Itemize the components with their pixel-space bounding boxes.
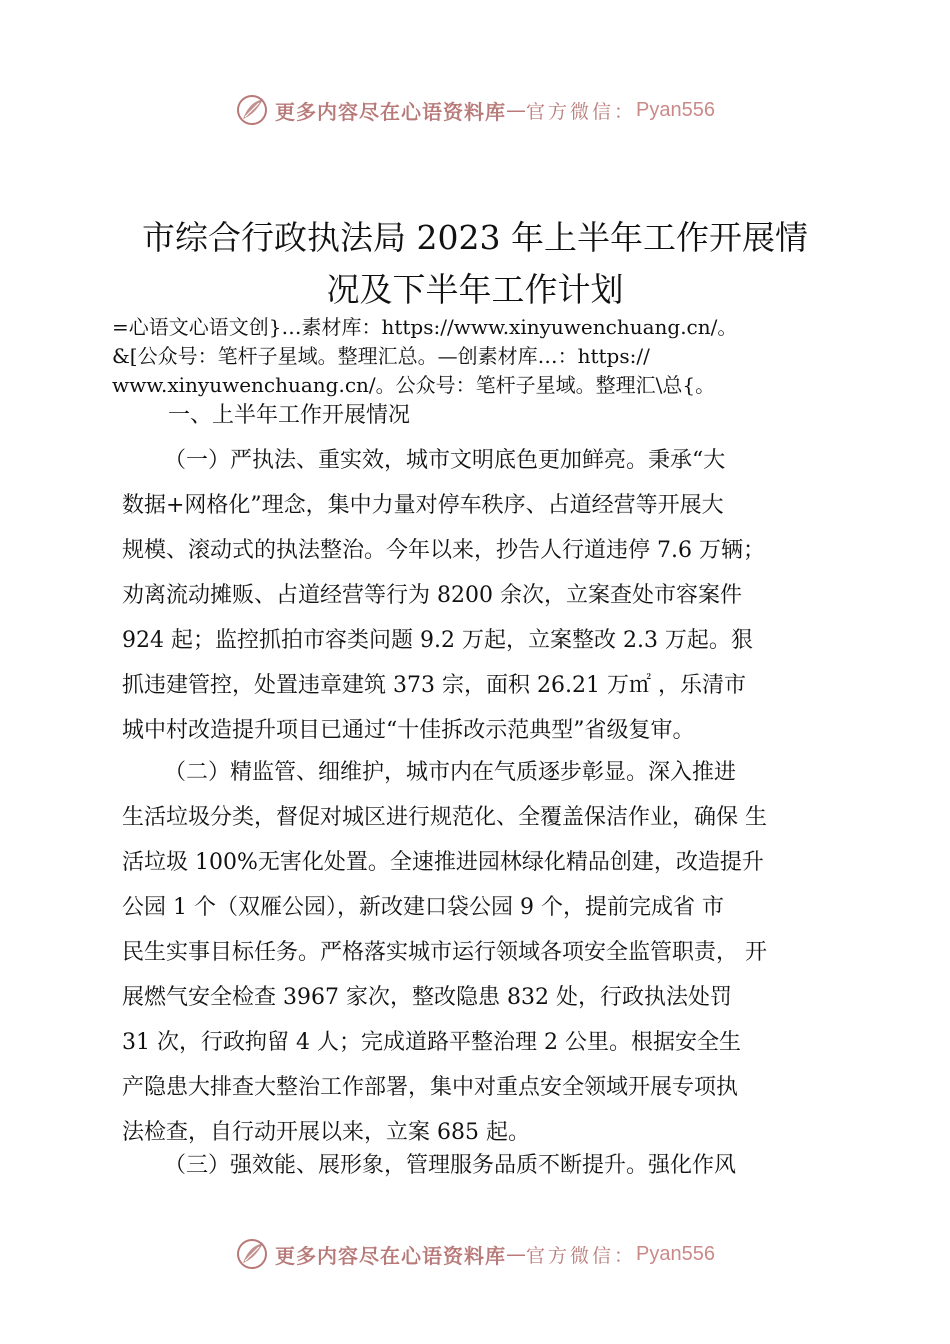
paragraph-line: 924 起；监控抓拍市容类问题 9.2 万起，立案整改 2.3 万起。狠 [122, 628, 753, 653]
header-banner [0, 88, 950, 132]
paragraph-line: 公园 1 个（双雁公园），新改建口袋公园 9 个，提前完成省 市 [122, 895, 724, 920]
paragraph-line: （一）严执法、重实效，城市文明底色更加鲜亮。秉承“大 [164, 448, 726, 473]
banner-separator: — [506, 98, 526, 122]
paragraph-line: 产隐患大排查大整治工作部署，集中对重点安全领域开展专项执 [122, 1075, 739, 1100]
footer-banner [0, 1232, 950, 1276]
paragraph-line: 展燃气安全检查 3967 家次，整改隐患 832 处，行政执法处罚 [122, 985, 732, 1010]
banner-separator: — [506, 1242, 526, 1266]
paragraph-line: 31 次，行政拘留 4 人；完成道路平整治理 2 公里。根据安全生 [122, 1030, 741, 1055]
paragraph-line: （三）强效能、展形象，管理服务品质不断提升。强化作风 [164, 1153, 737, 1178]
watermark-line-1: =心语文心语文创}…素材库：https://www.xinyuwenchuang.cn/。 [112, 315, 738, 339]
banner-wechat-label: 官方微信： [526, 1244, 637, 1267]
section-heading: 一、上半年工作开展情况 [168, 403, 411, 428]
banner-wechat-id: Pyan556 [636, 98, 715, 121]
paragraph-line: （二）精监管、细维护，城市内在气质逐步彰显。深入推进 [164, 760, 737, 785]
paragraph-1 [122, 438, 842, 753]
banner-text: 更多内容尽在心语资料库 [275, 99, 506, 124]
leaf-seal-icon [235, 93, 269, 127]
banner-wechat-label: 官方微信： [526, 100, 637, 123]
paragraph-3 [122, 1143, 842, 1188]
watermark-line-3: www.xinyuwenchuang.cn/。公众号：笔杆子星域。整理汇\总{。 [112, 373, 716, 397]
paragraph-line: 数据+网格化”理念，集中力量对停车秩序、占道经营等开展大 [122, 493, 724, 518]
banner-wechat-id: Pyan556 [636, 1242, 715, 1265]
title-line-1: 市综合行政执法局 2023 年上半年工作开展情 [142, 218, 808, 257]
paragraph-line: 活垃圾 100%无害化处置。全速推进园林绿化精品创建，改造提升 [122, 850, 764, 875]
paragraph-line: 民生实事目标任务。严格落实城市运行领域各项安全监管职责， 开 [122, 940, 767, 965]
paragraph-line: 城中村改造提升项目已通过“十佳拆改示范典型”省级复审。 [122, 718, 695, 743]
watermark-text [112, 313, 852, 400]
leaf-seal-icon [235, 1237, 269, 1271]
watermark-line-2: &[公众号：笔杆子星域。整理汇总。—创素材库…：https:// [112, 344, 650, 368]
banner-text: 更多内容尽在心语资料库 [275, 1243, 506, 1268]
paragraph-2 [122, 750, 842, 1155]
paragraph-line: 规模、滚动式的执法整治。今年以来，抄告人行道违停 7.6 万辆； [122, 538, 765, 563]
paragraph-line: 抓违建管控，处置违章建筑 373 宗，面积 26.21 万㎡ ，乐清市 [122, 673, 746, 698]
paragraph-line: 劝离流动摊贩、占道经营等行为 8200 余次，立案查处市容案件 [122, 583, 742, 608]
paragraph-line: 法检查，自行动开展以来，立案 685 起。 [122, 1120, 530, 1145]
title-line-2: 况及下半年工作计划 [326, 270, 624, 309]
paragraph-line: 生活垃圾分类，督促对城区进行规范化、全覆盖保洁作业，确保 生 [122, 805, 767, 830]
document-title [100, 212, 850, 316]
